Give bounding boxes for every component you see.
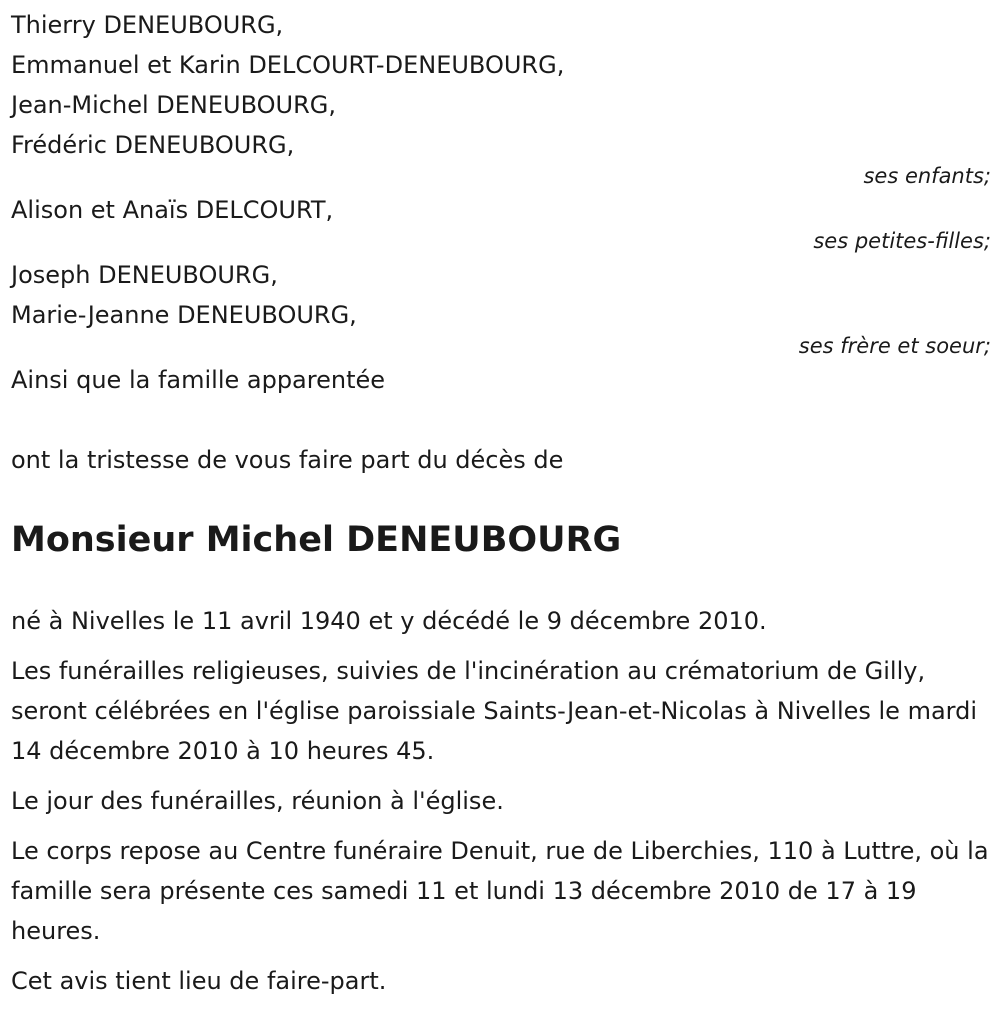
children-role: ses enfants; [863, 164, 991, 188]
announcement: ont la tristesse de vous faire part du décès de [11, 446, 564, 474]
extended-family: Ainsi que la famille apparentée [11, 366, 386, 394]
grandchildren-role: ses petites-filles; [813, 229, 991, 253]
family-member: Marie-Jeanne DENEUBOURG, [11, 301, 357, 329]
siblings-group [11, 255, 991, 359]
grandchildren-group [11, 190, 991, 254]
family-member: Alison et Anaïs DELCOURT, [11, 196, 334, 224]
deceased-name: Monsieur Michel DENEUBOURG [11, 520, 622, 560]
family-member: Thierry DENEUBOURG, [11, 11, 284, 39]
family-member: Emmanuel et Karin DELCOURT-DENEUBOURG, [11, 51, 565, 79]
family-member: Frédéric DENEUBOURG, [11, 131, 295, 159]
birth-death-line: né à Nivelles le 11 avril 1940 et y décédé le 9 décembre 2010. [11, 607, 767, 635]
siblings-role: ses frère et soeur; [798, 334, 991, 358]
gathering-paragraph: Le jour des funérailles, réunion à l'église. [11, 787, 504, 815]
closing-line: Cet avis tient lieu de faire-part. [11, 967, 387, 995]
details [11, 601, 991, 1001]
death-notice [11, 0, 991, 1001]
family-member: Jean-Michel DENEUBOURG, [11, 91, 336, 119]
viewing-paragraph: Le corps repose au Centre funéraire Denuit, rue de Liberchies, 110 à Luttre, où la famille sera présente ces samedi 11 et lundi 13 décembre 2010 de 17 à 19 heures. [11, 837, 989, 945]
family-member: Joseph DENEUBOURG, [11, 261, 278, 289]
children-group [11, 5, 991, 189]
funeral-paragraph: Les funérailles religieuses, suivies de l'incinération au crématorium de Gilly, seront célébrées en l'église paroissiale Saints-Jean-et-Nicolas à Nivelles le mardi 14 décembre 2010 à 10 heures 45. [11, 657, 978, 765]
